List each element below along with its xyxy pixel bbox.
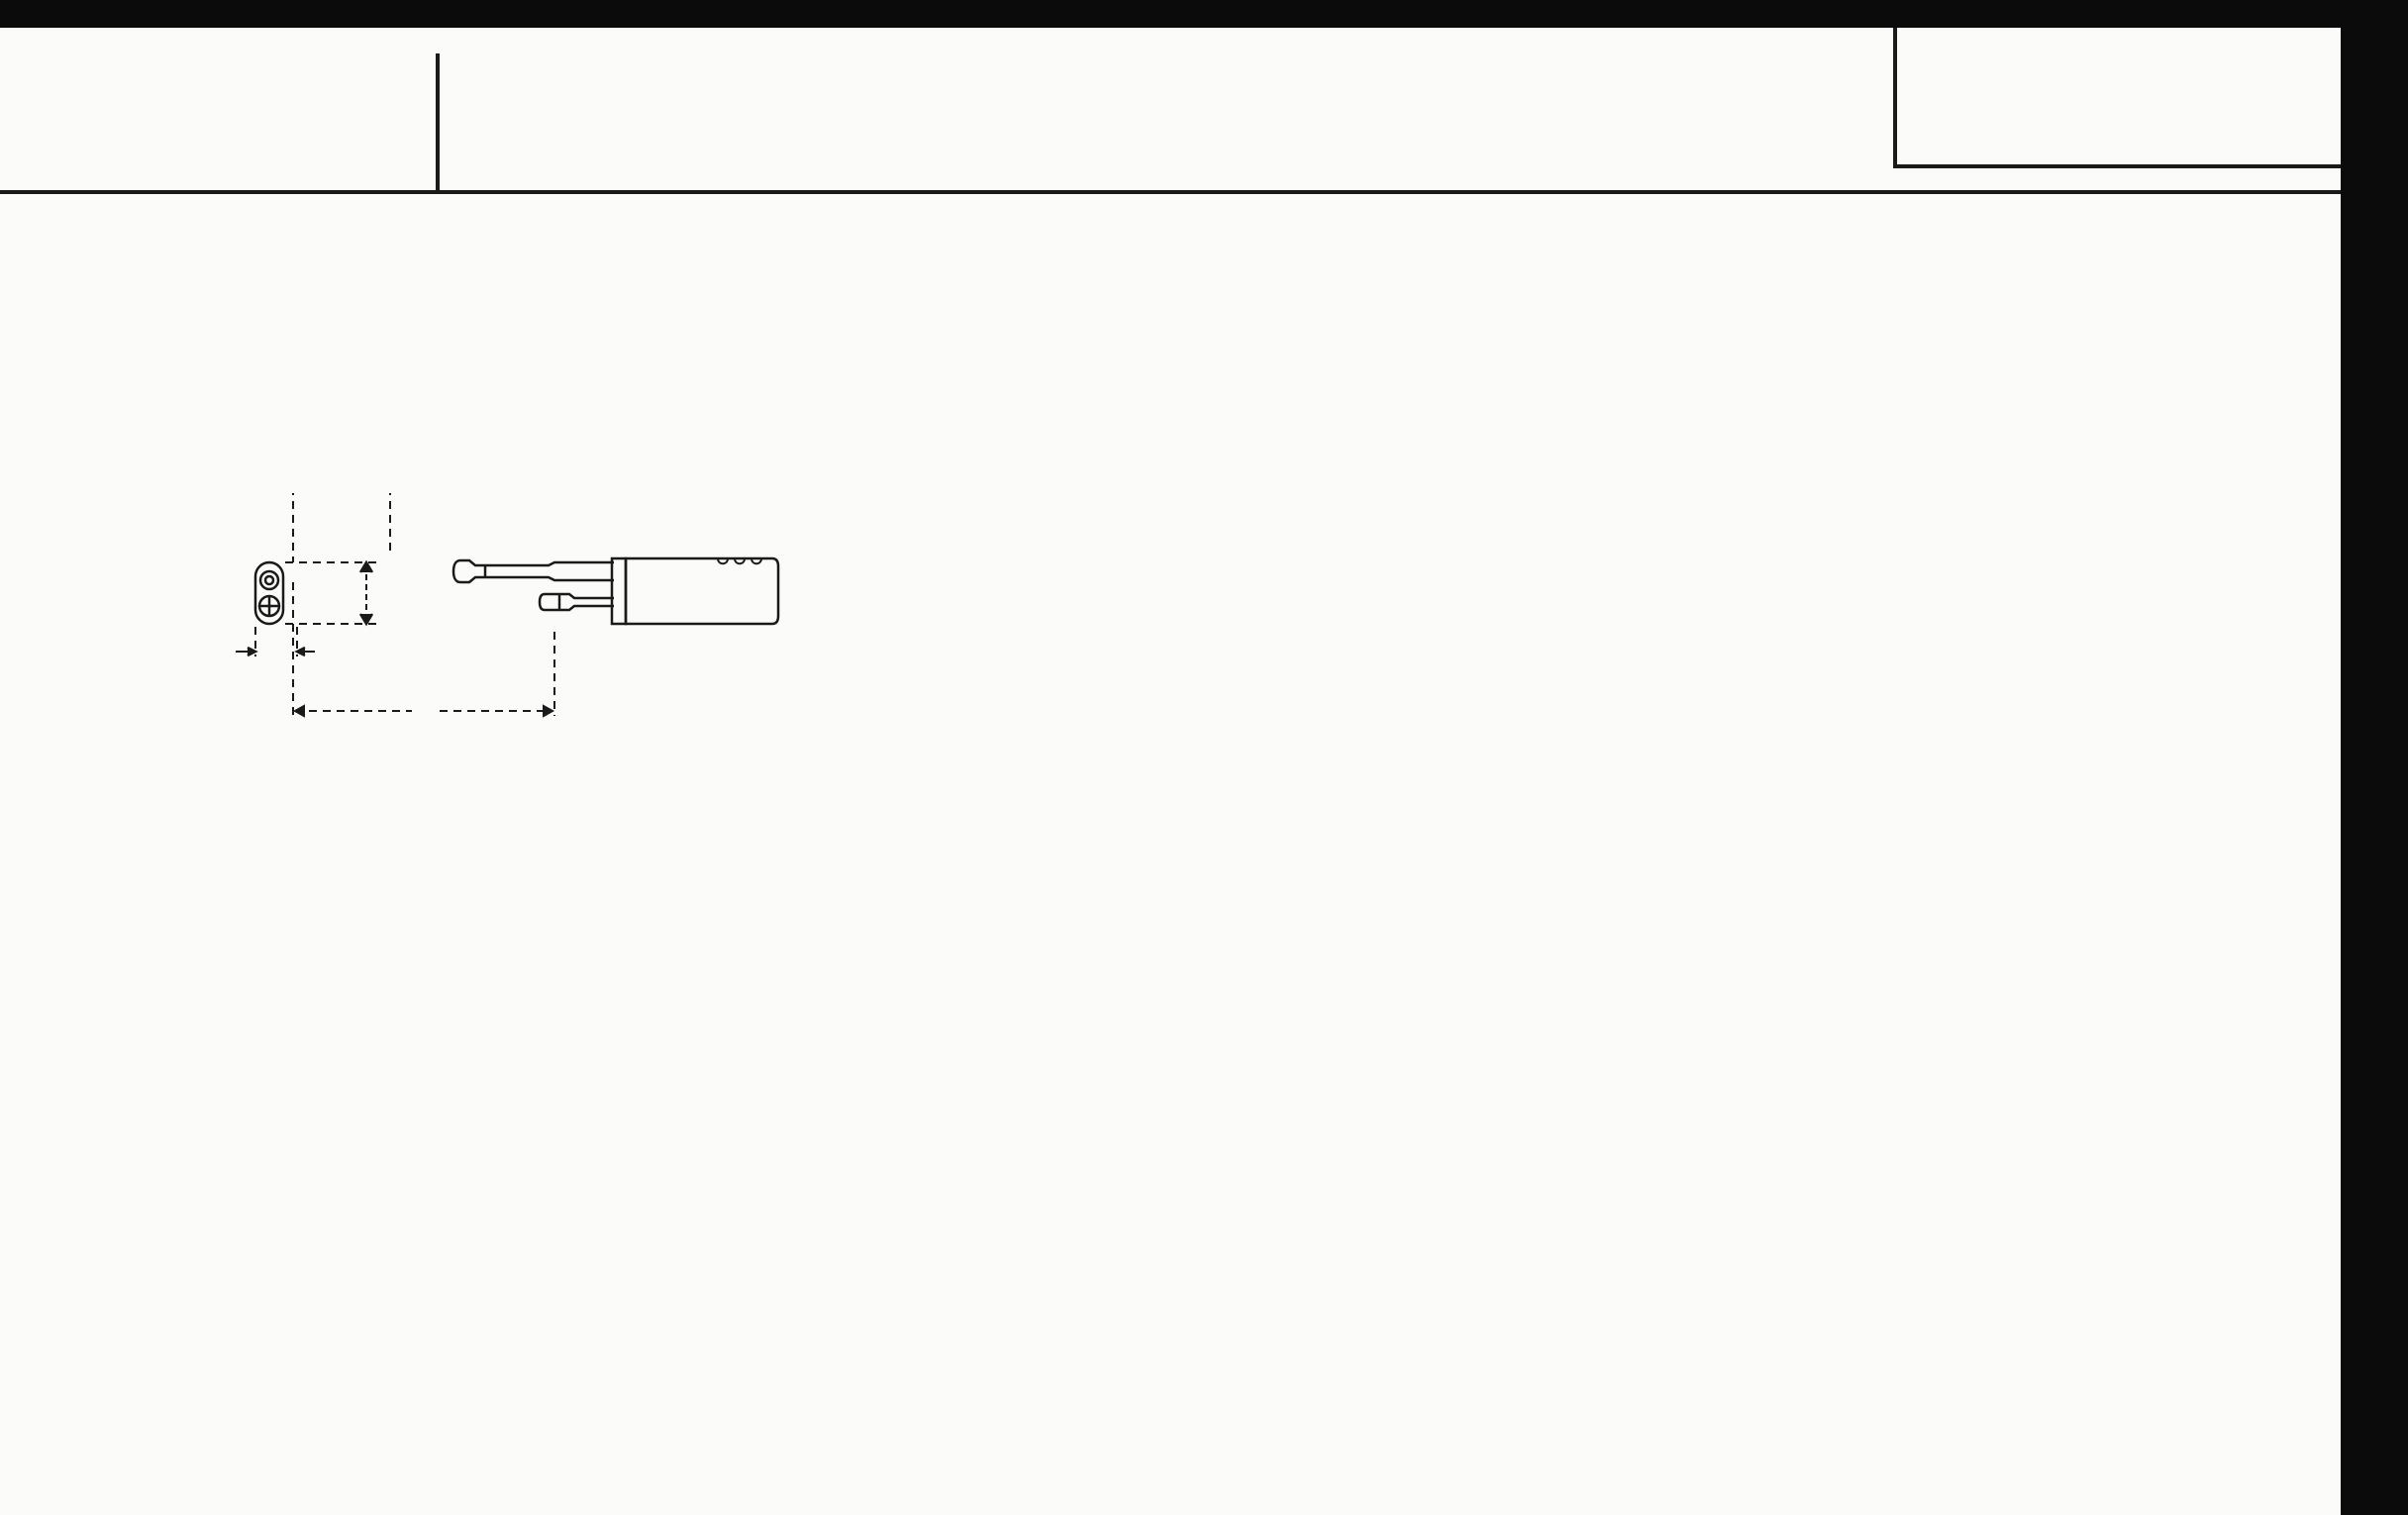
description (1117, 439, 2107, 460)
header-divider-right (1893, 28, 1897, 168)
header-right-rule (1893, 164, 2341, 168)
header-bottom-rule (0, 190, 2341, 194)
catalog-card (0, 28, 2341, 1515)
drawing-labels (218, 493, 891, 760)
header-divider-left (436, 53, 440, 194)
